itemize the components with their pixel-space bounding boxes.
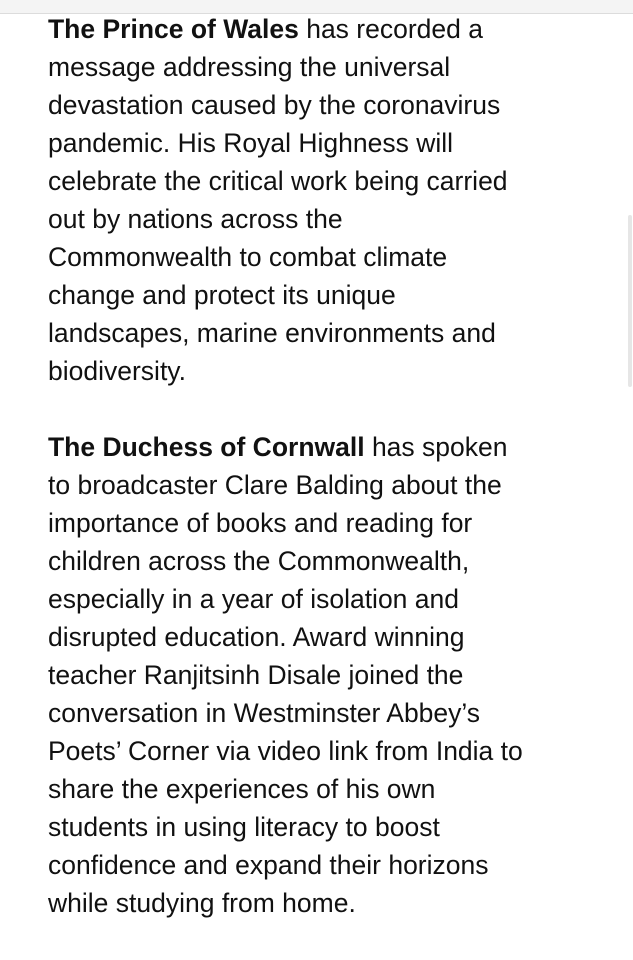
text-line: conversation in Westminster Abbey’s: [48, 698, 481, 728]
text-line: confidence and expand their horizons: [48, 850, 489, 880]
subject-name: The Duchess of Cornwall: [48, 432, 365, 462]
text-line: [48, 10, 608, 48]
text-line: landscapes, marine environments and: [48, 318, 496, 348]
subject-name: The Prince of Wales: [48, 14, 299, 44]
text-line: change and protect its unique: [48, 280, 396, 310]
text-line: out by nations across the: [48, 204, 343, 234]
paragraph-prince-of-wales: [48, 10, 608, 390]
article-body: [48, 10, 608, 960]
text-line: especially in a year of isolation and: [48, 584, 459, 614]
text-line: to broadcaster Clare Balding about the: [48, 470, 502, 500]
text-line: devastation caused by the coronavirus: [48, 90, 501, 120]
text-line: students in using literacy to boost: [48, 812, 440, 842]
text-line: while studying from home.: [48, 888, 356, 918]
text-line: children across the Commonwealth,: [48, 546, 470, 576]
text-line: [48, 428, 608, 466]
text-line: importance of books and reading for: [48, 508, 473, 538]
text-fragment: has spoken: [364, 432, 508, 462]
text-fragment: has recorded a: [298, 14, 483, 44]
text-line: biodiversity.: [48, 356, 186, 386]
paragraph-duchess-of-cornwall: [48, 428, 608, 922]
text-line: Commonwealth to combat climate: [48, 242, 448, 272]
text-line: celebrate the critical work being carried: [48, 166, 508, 196]
text-line: share the experiences of his own: [48, 774, 436, 804]
vertical-scrollbar[interactable]: [628, 215, 632, 387]
text-line: disrupted education. Award winning: [48, 622, 465, 652]
text-line: Poets’ Corner via video link from India to: [48, 736, 523, 766]
text-line: message addressing the universal: [48, 52, 451, 82]
text-line: pandemic. His Royal Highness will: [48, 128, 454, 158]
text-line: teacher Ranjitsinh Disale joined the: [48, 660, 464, 690]
